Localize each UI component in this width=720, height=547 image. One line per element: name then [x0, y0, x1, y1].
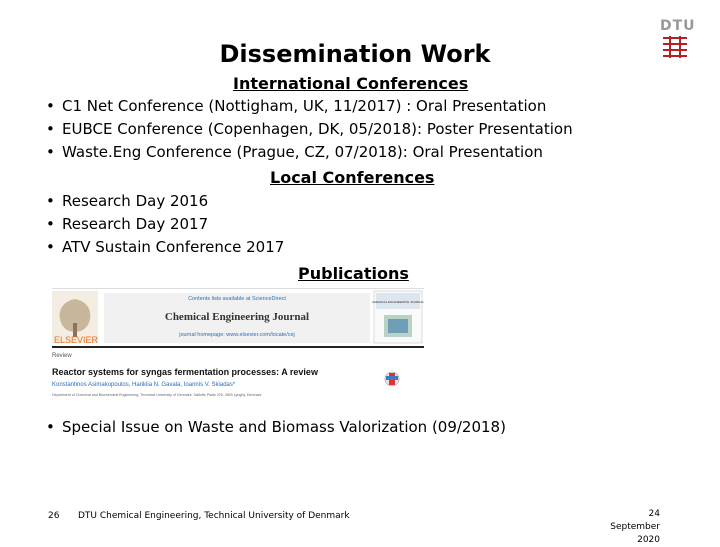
publications-heading: Publications — [298, 264, 409, 283]
elsevier-publisher-name: ELSEVIER — [54, 335, 99, 345]
dtu-logo-mark-icon — [663, 36, 687, 58]
international-conferences-heading: International Conferences — [233, 74, 469, 93]
footer-institution: DTU Chemical Engineering, Technical University of Denmark — [78, 511, 350, 521]
local-conferences-list — [44, 190, 284, 259]
list-item — [44, 118, 573, 141]
list-item: • Research Day 2016 — [44, 190, 284, 213]
dtu-logo-text: DTU — [660, 18, 696, 34]
conference-detail: (Prague, CZ, 07/2018): Oral Presentation — [231, 143, 543, 161]
conference-name: EUBCE Conference — [62, 120, 203, 138]
special-issue-list — [44, 416, 506, 439]
conference-name: Waste.Eng Conference — [62, 143, 232, 161]
footer-date — [610, 508, 660, 547]
journal-name: Chemical Engineering Journal — [164, 311, 310, 323]
article-title: Reactor systems for syngas fermentation processes: A review — [52, 367, 318, 377]
list-item — [44, 141, 573, 164]
cover-title: CHEMICAL ENGINEERING JOURNAL — [371, 300, 424, 304]
conference-name: C1 Net Conference — [62, 97, 204, 115]
journal-homepage: journal homepage: www.elsevier.com/locate/cej — [179, 332, 295, 338]
crossmark-icon — [385, 372, 399, 386]
footer-date-year: 2020 — [637, 535, 660, 545]
article-authors: Konstantinos Asimakopoulos, Hariklia N. Gavala, Ioannis V. Skiadas* — [52, 382, 236, 388]
slide-title: Dissemination Work — [219, 40, 491, 68]
journal-cover-thumbnail — [372, 291, 424, 343]
local-conferences-heading: Local Conferences — [270, 168, 435, 187]
list-item: • Special Issue on Waste and Biomass Valorization (09/2018) — [44, 416, 506, 439]
international-conferences-list — [44, 95, 573, 164]
list-item — [44, 95, 573, 118]
dtu-logo — [660, 18, 696, 58]
footer-page-number: 26 — [48, 511, 60, 521]
conference-detail: (Nottigham, UK, 11/2017) : Oral Presentation — [203, 97, 547, 115]
contents-line: Contents lists available at ScienceDirect — [188, 296, 286, 302]
list-item: • ATV Sustain Conference 2017 — [44, 236, 284, 259]
article-affiliation: Department of Chemical and Biochemical Engineering, Technical University of Denmark, Søltofts Plads 229, 2800 Lyngby, Denmark — [52, 393, 262, 397]
conference-detail: (Copenhagen, DK, 05/2018): Poster Presentation — [202, 120, 573, 138]
article-header-svg — [52, 289, 424, 401]
list-item: • Research Day 2017 — [44, 213, 284, 236]
article-header-image — [52, 288, 424, 401]
article-type: Review — [52, 353, 72, 359]
footer-date-day: 24 — [648, 509, 660, 519]
footer-date-month: September — [610, 522, 660, 532]
